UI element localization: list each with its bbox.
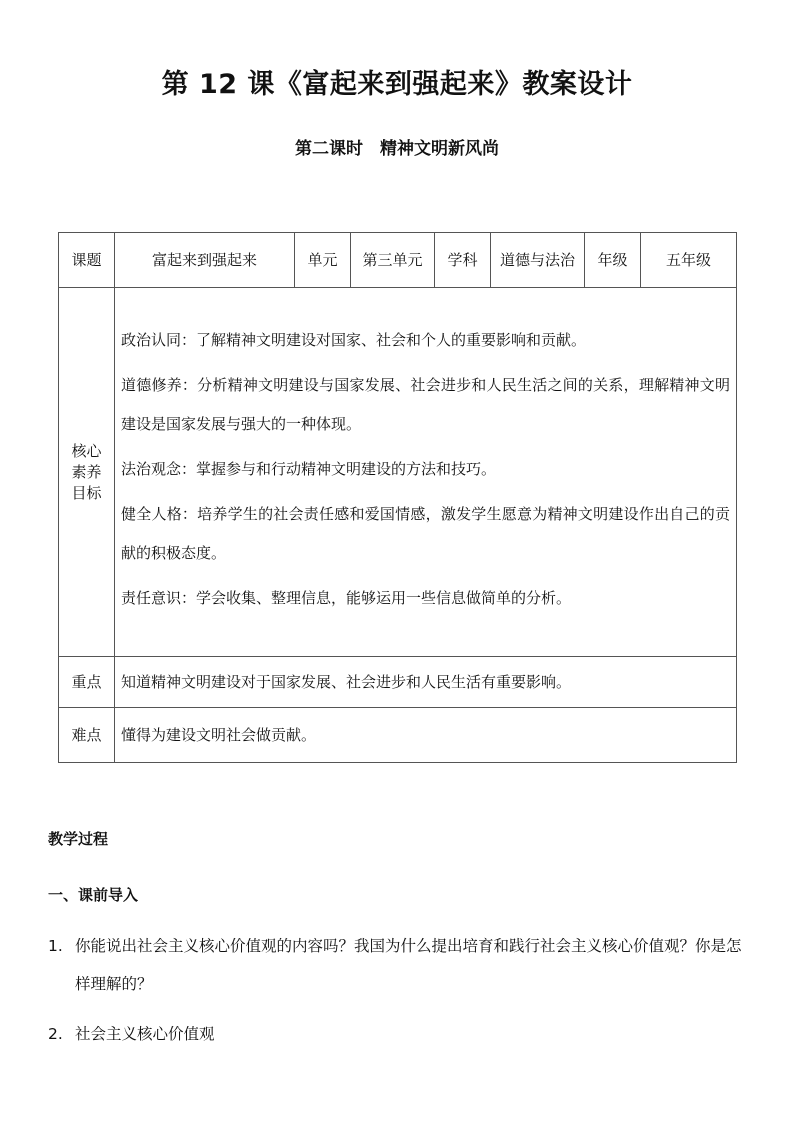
objective-responsibility: 责任意识：学会收集、整理信息，能够运用一些信息做简单的分析。	[121, 588, 572, 607]
list-item-number: 1.	[48, 937, 63, 955]
intro-question-list	[48, 928, 753, 1054]
unit-value: 第三单元	[351, 233, 435, 288]
objective-moral-cultivation: 道德修养：分析精神文明建设与国家发展、社会进步和人民生活之间的关系，理解精神文明建设是国家发展与强大的一种体现。	[121, 375, 730, 433]
difficulty-value: 懂得为建设文明社会做贡献。	[115, 708, 737, 763]
subject-label: 学科	[435, 233, 491, 288]
list-item	[48, 928, 753, 1004]
core-objectives-content	[115, 288, 737, 657]
difficulty-label: 难点	[59, 708, 115, 763]
subject-value: 道德与法治	[491, 233, 585, 288]
core-label-line-1: 核心	[71, 441, 102, 460]
key-point-row	[59, 657, 737, 708]
document-title: 第 12 课《富起来到强起来》教案设计	[161, 69, 633, 100]
core-label-line-3: 目标	[71, 483, 102, 502]
key-point-label: 重点	[59, 657, 115, 708]
core-objectives-label	[59, 288, 115, 657]
grade-value: 五年级	[641, 233, 737, 288]
list-item-text: 社会主义核心价值观	[75, 1024, 215, 1043]
difficulty-row	[59, 708, 737, 763]
topic-value: 富起来到强起来	[115, 233, 295, 288]
teaching-process-heading: 教学过程	[48, 830, 109, 848]
key-point-value: 知道精神文明建设对于国家发展、社会进步和人民生活有重要影响。	[115, 657, 737, 708]
list-item-text: 你能说出社会主义核心价值观的内容吗？我国为什么提出培育和践行社会主义核心价值观？你是怎样理解的？	[75, 937, 742, 993]
lesson-plan-table	[58, 232, 737, 763]
list-item	[48, 1016, 753, 1054]
objective-personality: 健全人格：培养学生的社会责任感和爱国情感，激发学生愿意为精神文明建设作出自己的贡献的积极态度。	[121, 504, 730, 562]
unit-label: 单元	[295, 233, 351, 288]
table-header-row	[59, 233, 737, 288]
core-label-line-2: 素养	[71, 462, 102, 481]
core-objectives-row	[59, 288, 737, 657]
topic-label: 课题	[59, 233, 115, 288]
objective-rule-of-law: 法治观念：掌握参与和行动精神文明建设的方法和技巧。	[121, 459, 497, 478]
grade-label: 年级	[585, 233, 641, 288]
list-item-number: 2.	[48, 1024, 63, 1043]
objective-political-identity: 政治认同：了解精神文明建设对国家、社会和个人的重要影响和贡献。	[121, 330, 587, 349]
document-subtitle: 第二课时 精神文明新风尚	[295, 139, 499, 159]
section-pre-class-intro: 一、课前导入	[48, 886, 139, 904]
